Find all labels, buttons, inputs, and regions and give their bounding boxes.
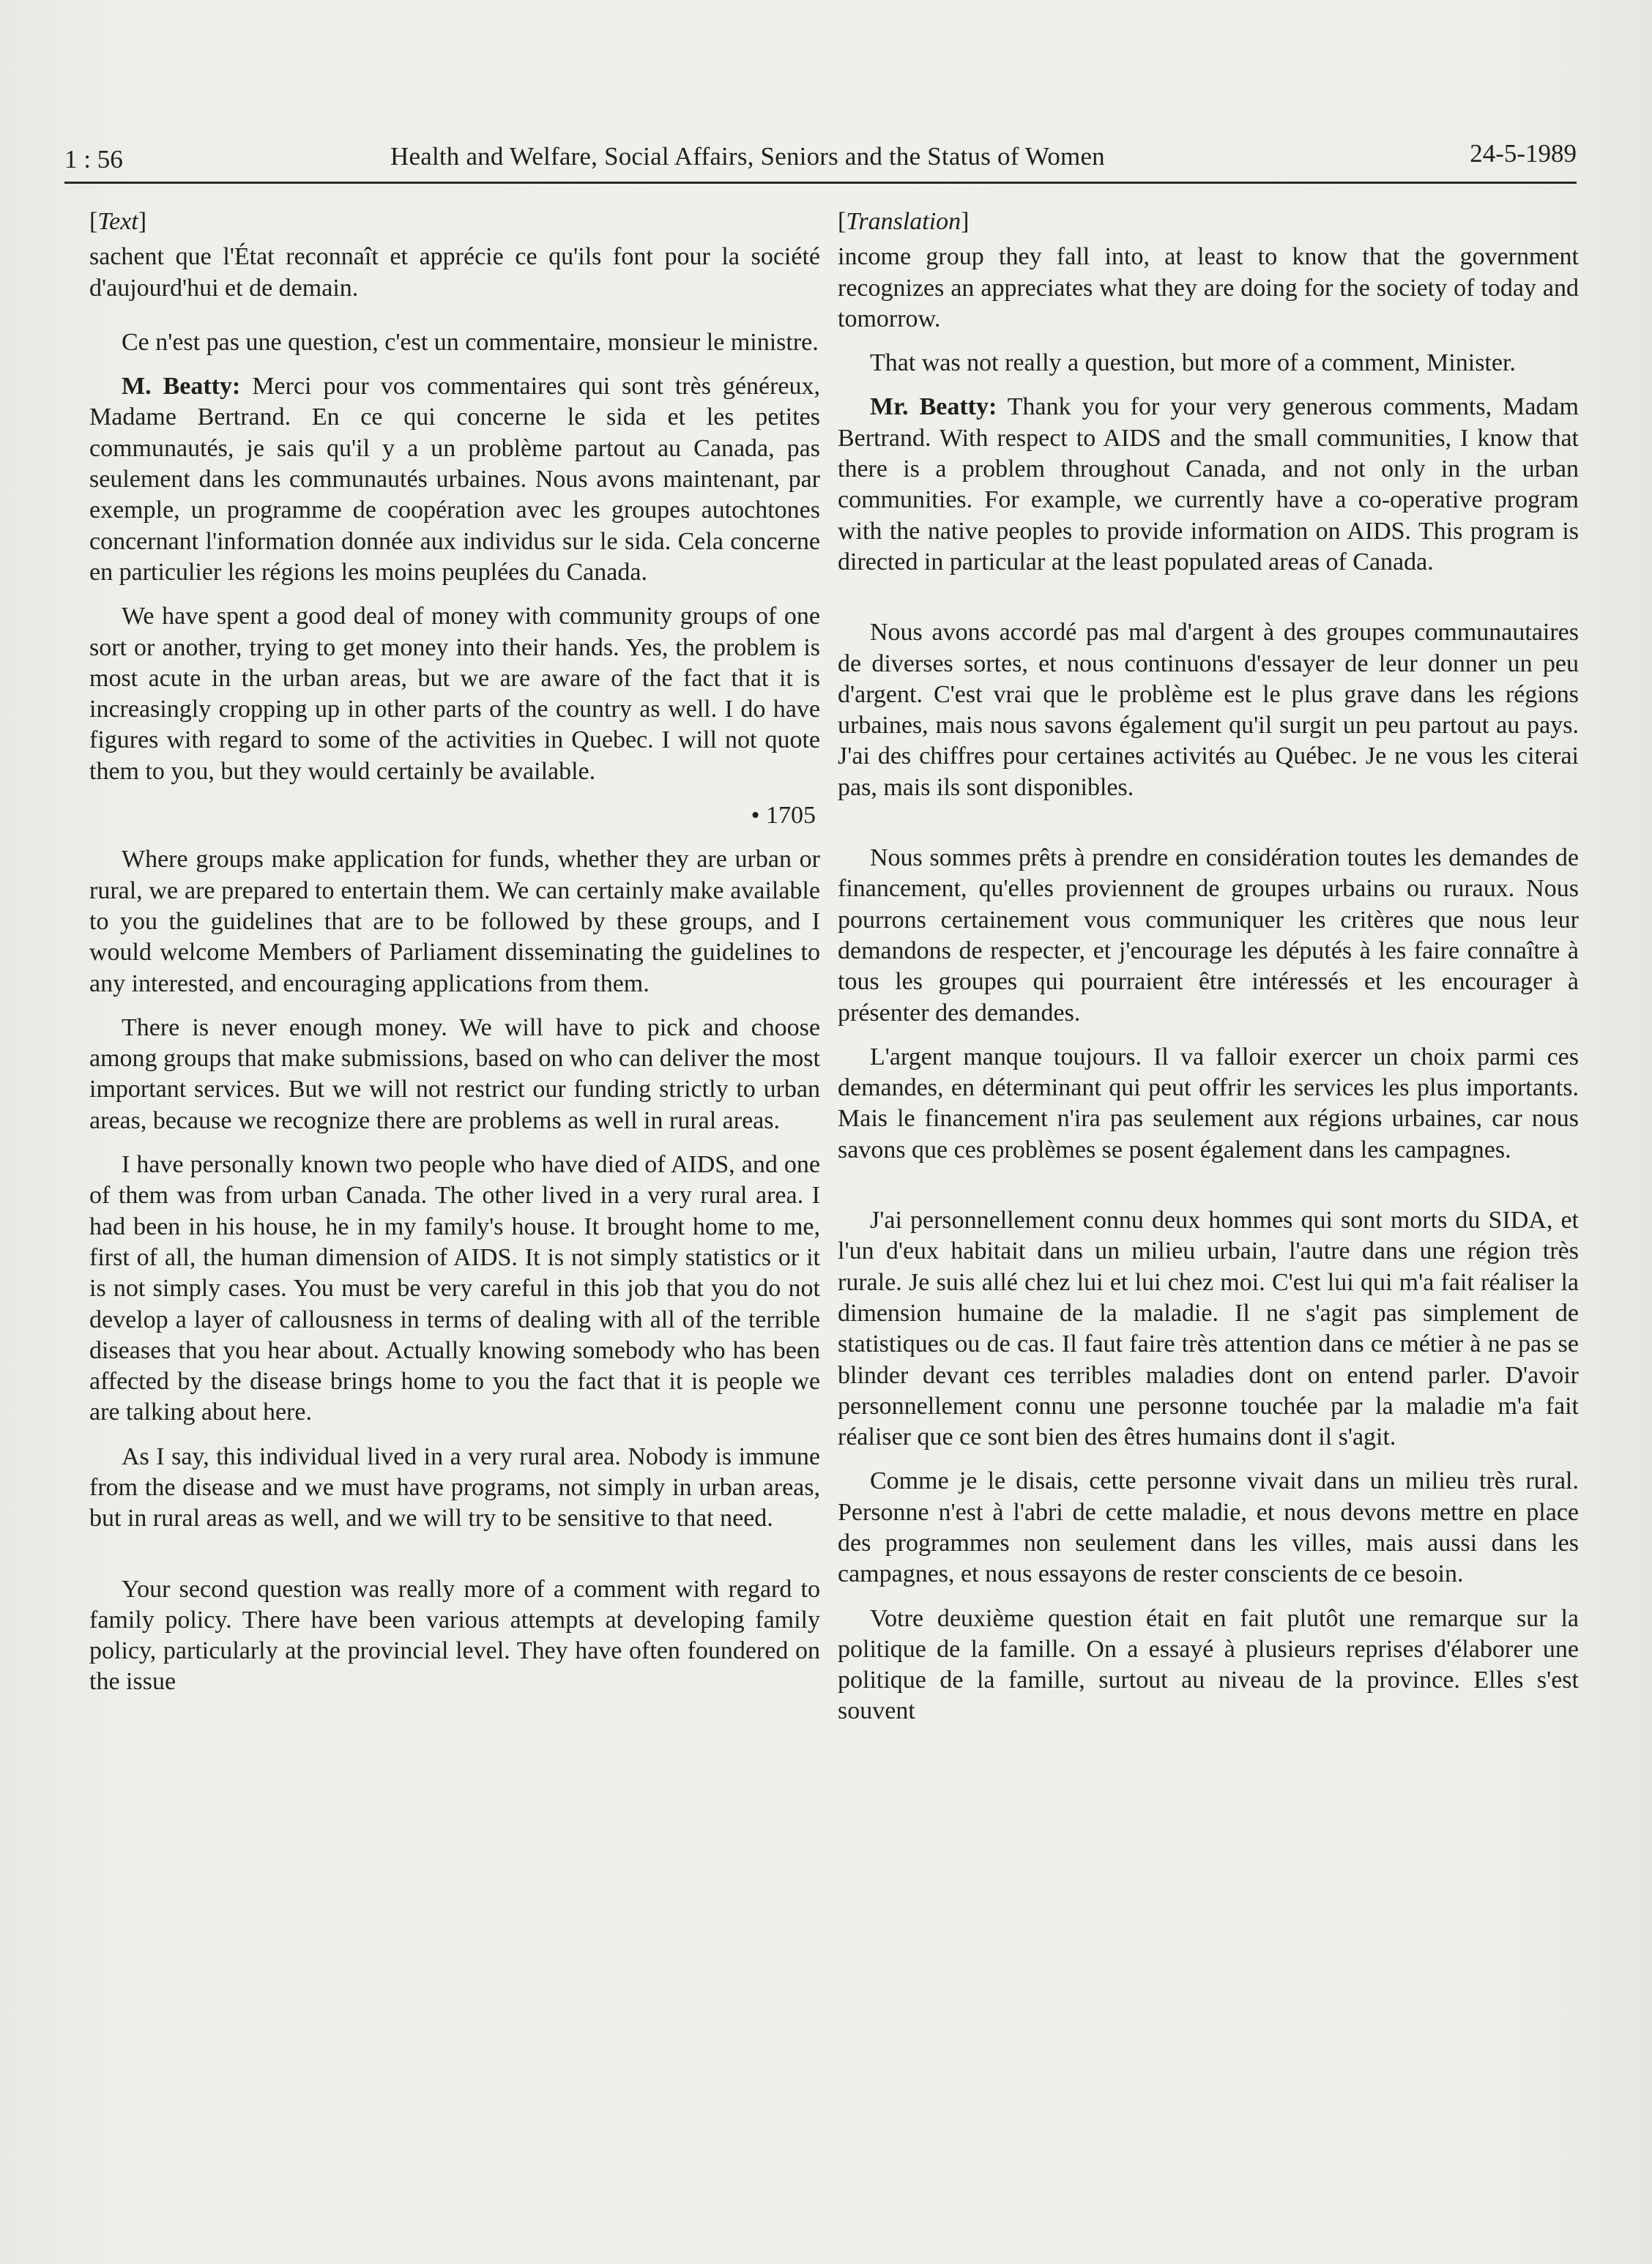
paragraph: Votre deuxième question était en fait plutôt une remarque sur la politique de la famille. On a essayé à plusieurs reprises d'élaborer une politique de la famille, surtout au niveau de la province. Elles s'est souvent xyxy=(838,1604,1579,1725)
paragraph: Nous sommes prêts à prendre en considération toutes les demandes de financement, qu'elles proviennent de groupes urbains ou ruraux. Nous pourrons certainement vous communiquer les critères que nous leur demandons de respecter, et j'encourage les députés à les faire connaître à tous les groupes qui pourraient être intéressés et les encourager à présenter des demandes. xyxy=(838,844,1579,1027)
page-date: 24-5-1989 xyxy=(1470,139,1577,168)
paragraph: J'ai personnellement connu deux hommes qui sont morts du SIDA, et l'un d'eux habitait dans un milieu urbain, l'autre dans une région très rurale. Je suis allé chez lui et lui chez moi. C'est lui qui m'a fait réaliser la dimension humaine de la maladie. Il ne s'agit pas simplement de statistiques ou de cas. Il faut faire très attention dans ce métier à ne pas se blinder devant ces terribles maladies dont on entend parler. D'avoir personnellement connu une personne touchée par la maladie m'a fait réaliser que ce sont bien des êtres humains dont il s'agit. xyxy=(838,1207,1579,1451)
page-number: 1 : 56 xyxy=(64,145,123,174)
right-column xyxy=(838,206,1579,1740)
paragraph: sachent que l'État reconnaît et apprécie ce qu'ils font pour la société d'aujourd'hui et de demain. xyxy=(89,243,820,302)
paragraph: I have personally known two people who have died of AIDS, and one of them was from urban Canada. The other lived in a very rural area. I had been in his house, he in my family's house. It brought home to me, first of all, the human dimension of AIDS. It is not simply statistics or it is not simply cases. You must be very careful in this job that you do not develop a layer of callousness in terms of dealing with all of the terrible diseases that you hear about. Actually knowing somebody who has been affected by the disease brings home to you the fact that it is people we are talking about here. xyxy=(89,1151,820,1426)
paragraph: Mr. Beatty: Thank you for your very generous comments, Madam Bertrand. With respect to AIDS and the small communities, I know that there is a problem throughout Canada, and not only in the urban communities. For example, we currently have a co-operative program with the native peoples to provide information on AIDS. This program is directed in particular at the least populated areas of Canada. xyxy=(838,393,1579,576)
speaker-name: Mr. Beatty: xyxy=(870,393,997,421)
timestamp: • 1705 xyxy=(751,802,816,830)
paragraph: Comme je le disais, cette personne vivait dans un milieu très rural. Personne n'est à l'abri de cette maladie, et nous devons mettre en place des programmes non seulement dans les villes, mais aussi dans les campagnes, et nous essayons de rester conscients de ce besoin. xyxy=(838,1467,1579,1588)
paragraph: income group they fall into, at least to know that the government recognizes an appreciates what they are doing for the society of today and tomorrow. xyxy=(838,243,1579,332)
paragraph: M. Beatty: Merci pour vos commentaires qui sont très généreux, Madame Bertrand. En ce qui concerne le sida et les petites communautés, je sais qu'il y a un problème partout au Canada, pas seulement dans les communautés urbaines. Nous avons maintenant, par exemple, un programme de coopération avec les groupes autochtones concernant l'information donnée aux individus sur le sida. Cela concerne en particulier les régions les moins peuplées du Canada. xyxy=(89,373,821,586)
paragraph: We have spent a good deal of money with community groups of one sort or another, trying to get money into their hands. Yes, the problem is most acute in the urban areas, but we are aware of the fact that it is increasingly cropping up in other parts of the country as well. I do have figures with regard to some of the activities in Quebec. I will not quote them to you, but they would certainly be available. xyxy=(89,603,820,785)
paragraph: As I say, this individual lived in a very rural area. Nobody is immune from the disease and we must have programs, not simply in urban areas, but in rural areas as well, and we will try to be sensitive to that need. xyxy=(89,1442,820,1533)
paragraph: That was not really a question, but more of a comment, Minister. xyxy=(870,349,1516,377)
paragraph: Your second question was really more of a comment with regard to family policy. There have been various attempts at developing family policy, particularly at the provincial level. They have often foundered on the issue xyxy=(89,1575,820,1696)
column-label: [Translation] xyxy=(838,208,970,235)
page-title: Health and Welfare, Social Affairs, Seniors and the Status of Women xyxy=(390,142,1105,171)
paragraph: Where groups make application for funds, whether they are urban or rural, we are prepared to entertain them. We can certainly make available to you the guidelines that are to be followed by these groups, and I would welcome Members of Parliament disseminating the guidelines to any interested, and encouraging applications from them. xyxy=(89,846,820,997)
speaker-name: M. Beatty: xyxy=(122,373,241,401)
paragraph: L'argent manque toujours. Il va falloir exercer un choix parmi ces demandes, en déterminant qui peut offrir les services les plus importants. Mais le financement n'ira pas seulement aux régions urbaines, car nous savons que ces problèmes se posent également dans les campagnes. xyxy=(838,1043,1579,1163)
column-label: [Text] xyxy=(89,208,147,235)
left-column xyxy=(89,206,820,1711)
paragraph: Ce n'est pas une question, c'est un commentaire, monsieur le ministre. xyxy=(122,328,819,356)
page-header xyxy=(64,138,1577,184)
paragraph: Nous avons accordé pas mal d'argent à des groupes communautaires de diverses sortes, et nous continuons d'essayer de leur donner un peu d'argent. C'est vrai que le problème est le plus grave dans les régions urbaines, mais nous savons également qu'il surgit un peu partout au pays. J'ai des chiffres pour certaines activités au Québec. Je ne vous les citerai pas, mais ils sont disponibles. xyxy=(838,619,1579,801)
paragraph: There is never enough money. We will have to pick and choose among groups that make submissions, based on who can deliver the most important services. But we will not restrict our funding strictly to urban areas, because we recognize there are problems as well in rural areas. xyxy=(89,1013,820,1134)
